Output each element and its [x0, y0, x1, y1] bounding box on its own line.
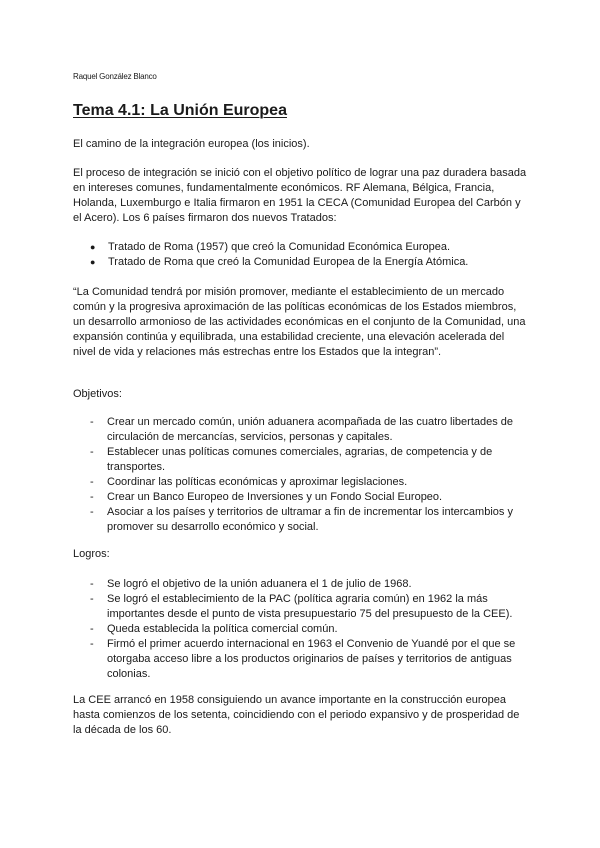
dash-marker: -: [90, 491, 94, 503]
objectives-list: [90, 415, 530, 535]
list-item: - Coordinar las políticas económicas y aproximar legislaciones.: [90, 476, 408, 488]
dash-marker: -: [90, 506, 94, 518]
intro-paragraph: El proceso de integración se inició con el objetivo político de lograr una paz duradera basada en intereses comunes, fundamentalmente económicos. RF Alemana, Bélgica, Francia, Holanda, Luxemburgo e Italia firmaron en 1951 la CECA (Comunidad Europea del Carbón y el Acero). Los 6 países firmaron dos nuevos Tratados:: [73, 167, 527, 224]
list-item: - Se logró el objetivo de la unión aduanera el 1 de julio de 1968.: [90, 578, 412, 590]
list-item: - Crear un mercado común, unión aduanera acompañada de las cuatro libertades de circulación de mercancías, servicios, personas y capitales.: [90, 416, 514, 443]
quote-paragraph: “La Comunidad tendrá por misión promover, mediante el establecimiento de un mercado común y la progresiva aproximación de las políticas económicas de los Estados miembros, un desarrollo armonioso de las actividades económicas en el conjunto de la Comunidad, una expansión continúa y equilibrada, una estabilidad creciente, una elevación acelerada del nivel de vida y relaciones más estrechas entre los Estados que la integran”.: [73, 286, 526, 358]
page-title: Tema 4.1: La Unión Europea: [73, 102, 287, 119]
list-item: ● Tratado de Roma que creó la Comunidad Europea de la Energía Atómica.: [90, 256, 469, 268]
dash-marker: -: [90, 476, 94, 488]
list-item: - Queda establecida la política comercial común.: [90, 623, 338, 635]
bullet-marker: ●: [90, 242, 96, 252]
author-name: Raquel González Blanco: [73, 72, 157, 81]
dash-marker: -: [90, 578, 94, 590]
closing-paragraph: La CEE arrancó en 1958 consiguiendo un avance importante en la construcción europea hasta comienzos de los setenta, coincidiendo con el periodo expansivo y de prosperidad de la década de los 60.: [73, 694, 520, 736]
list-item: - Se logró el establecimiento de la PAC (política agraria común) en 1962 la más importantes desde el punto de vista presupuestario 75 del presupuesto de la CEE).: [90, 593, 513, 620]
section-subtitle: El camino de la integración europea (los inicios).: [73, 138, 310, 150]
dash-marker: -: [90, 623, 94, 635]
achievements-list: [90, 577, 530, 682]
list-item: ● Tratado de Roma (1957) que creó la Comunidad Económica Europea.: [90, 241, 451, 253]
objectives-heading: Objetivos:: [73, 388, 122, 400]
list-item: - Firmó el primer acuerdo internacional en 1963 el Convenio de Yuandé por el que se otorgaba acceso libre a los productos originarios de países y territorios de antiguas colonias.: [90, 638, 516, 680]
dash-marker: -: [90, 446, 94, 458]
dash-marker: -: [90, 416, 94, 428]
achievements-heading: Logros:: [73, 548, 110, 560]
dash-marker: -: [90, 638, 94, 650]
list-item: - Crear un Banco Europeo de Inversiones y un Fondo Social Europeo.: [90, 491, 443, 503]
bullet-marker: ●: [90, 257, 96, 267]
dash-marker: -: [90, 593, 94, 605]
list-item: - Establecer unas políticas comunes comerciales, agrarias, de competencia y de transportes.: [90, 446, 493, 473]
treaties-list: [90, 240, 530, 270]
list-item: - Asociar a los países y territorios de ultramar a fin de incrementar los intercambios y promover su desarrollo económico y social.: [90, 506, 513, 533]
